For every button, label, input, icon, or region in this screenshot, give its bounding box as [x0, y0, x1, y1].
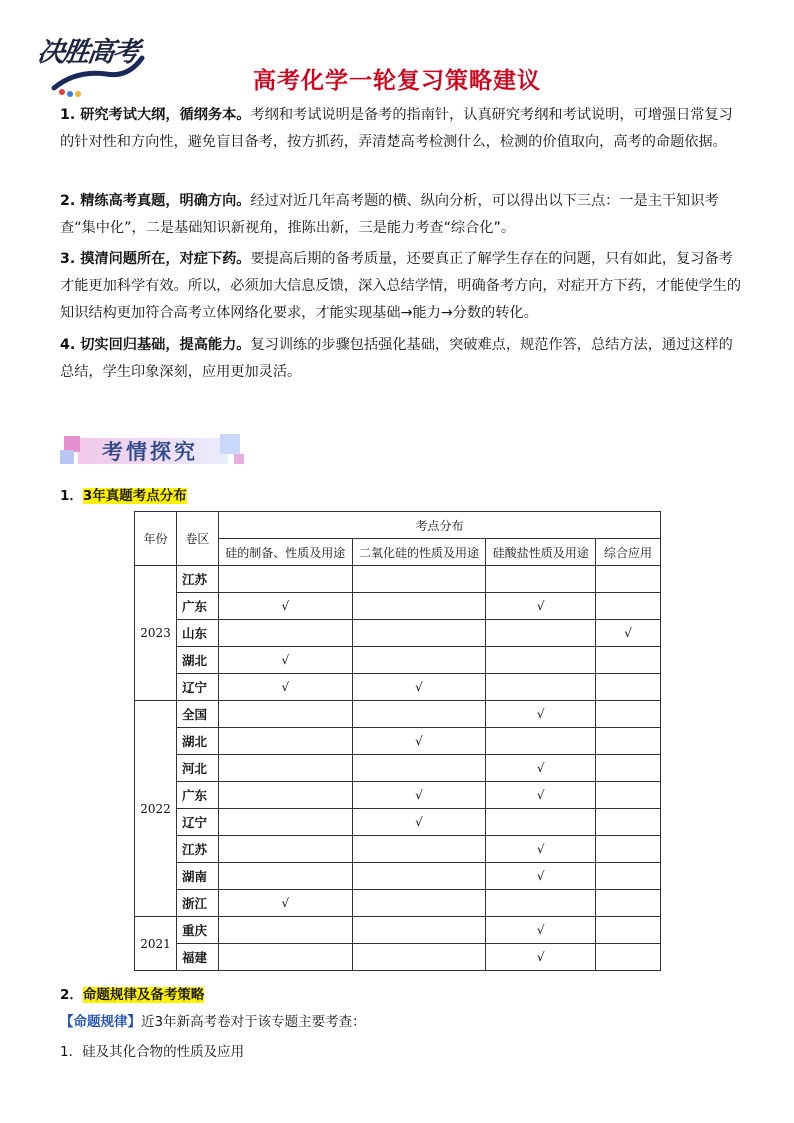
banner-square-icon: [220, 434, 240, 454]
mark-cell: √: [486, 863, 596, 890]
header-year: 年份: [135, 512, 177, 566]
year-cell: 2023: [135, 566, 177, 701]
mark-cell: [218, 755, 352, 782]
region-cell: 湖北: [176, 728, 218, 755]
paragraph-2-text: 经过对近几年高考题的横、纵向分析，可以得出以下三点：一是主干知识考查“集中化”，二是基础知识新视角，推陈出新，三是能力考查“综合化”。: [60, 193, 719, 236]
region-cell: 广东: [176, 593, 218, 620]
table-row: [135, 620, 661, 647]
header-region: 卷区: [176, 512, 218, 566]
region-cell: 福建: [176, 944, 218, 971]
rule-line: [60, 1010, 366, 1030]
region-cell: 浙江: [176, 890, 218, 917]
mark-cell: [596, 809, 661, 836]
paragraph-2-lead: 2. 精练高考真题，明确方向。: [60, 193, 251, 209]
mark-cell: [218, 863, 352, 890]
mark-cell: [596, 593, 661, 620]
mark-cell: [486, 890, 596, 917]
table-row: [135, 944, 661, 971]
mark-cell: √: [486, 917, 596, 944]
mark-cell: [596, 863, 661, 890]
mark-cell: [596, 782, 661, 809]
year-cell: 2021: [135, 917, 177, 971]
mark-cell: [352, 647, 486, 674]
region-cell: 江苏: [176, 566, 218, 593]
header-col-1: 硅的制备、性质及用途: [218, 539, 352, 566]
mark-cell: [596, 674, 661, 701]
paragraph-4-text: 复习训练的步骤包括强化基础，突破难点，规范作答，总结方法，通过这样的总结，学生印象深刻，应用更加灵活。: [60, 337, 733, 380]
banner-square-icon: [60, 450, 74, 464]
mark-cell: [486, 647, 596, 674]
region-cell: 湖南: [176, 863, 218, 890]
mark-cell: √: [486, 782, 596, 809]
mark-cell: √: [486, 944, 596, 971]
paragraph-1: [60, 102, 744, 156]
mark-cell: [596, 566, 661, 593]
section-banner: [60, 432, 246, 472]
mark-cell: √: [218, 593, 352, 620]
year-cell: 2022: [135, 701, 177, 917]
mark-cell: [352, 620, 486, 647]
header-col-2: 二氧化硅的性质及用途: [352, 539, 486, 566]
paragraph-1-lead: 1. 研究考试大纲，循纲务本。: [60, 107, 251, 123]
mark-cell: √: [486, 755, 596, 782]
region-cell: 辽宁: [176, 809, 218, 836]
table-row: [135, 701, 661, 728]
mark-cell: [596, 728, 661, 755]
banner-square-icon: [234, 454, 244, 464]
exam-distribution-table: [134, 511, 661, 971]
table-row: [135, 566, 661, 593]
section-1-heading: [60, 484, 187, 504]
table-row: [135, 863, 661, 890]
paragraph-2: [60, 188, 744, 242]
logo-text: 决胜高考: [35, 37, 140, 68]
mark-cell: [218, 809, 352, 836]
mark-cell: √: [486, 593, 596, 620]
mark-cell: √: [596, 620, 661, 647]
mark-cell: [486, 566, 596, 593]
mark-cell: [352, 836, 486, 863]
table-row: [135, 728, 661, 755]
mark-cell: [596, 836, 661, 863]
mark-cell: [596, 917, 661, 944]
mark-cell: [218, 917, 352, 944]
mark-cell: [486, 674, 596, 701]
mark-cell: [218, 728, 352, 755]
paragraph-1-text: 考纲和考试说明是备考的指南针，认真研究考纲和考试说明，可增强日常复习的针对性和方向性，避免盲目备考，按方抓药，弄清楚高考检测什么，检测的价值取向，高考的命题依据。: [60, 107, 733, 150]
rule-item-1: 1．硅及其化合物的性质及应用: [60, 1044, 245, 1060]
table-header-row: [135, 512, 661, 539]
mark-cell: [352, 944, 486, 971]
paragraph-4-lead: 4. 切实回归基础，提高能力。: [60, 337, 251, 353]
mark-cell: [596, 755, 661, 782]
mark-cell: [352, 917, 486, 944]
paragraph-3-text: 要提高后期的备考质量，还要真正了解学生存在的问题，只有如此，复习备考才能更加科学有效。所以，必须加大信息反馈，深入总结学情，明确备考方向，对症开方下药，才能使学生的知识结构更加符合高考立体网络化要求，才能实现基础→能力→分数的转化。: [60, 251, 742, 321]
region-cell: 重庆: [176, 917, 218, 944]
table-row: [135, 593, 661, 620]
header-col-4: 综合应用: [596, 539, 661, 566]
table-row: [135, 674, 661, 701]
rule-label: 【命题规律】: [60, 1014, 141, 1030]
region-cell: 广东: [176, 782, 218, 809]
section-1-label: 3年真题考点分布: [82, 488, 187, 504]
table-row: [135, 836, 661, 863]
region-cell: 辽宁: [176, 674, 218, 701]
mark-cell: [352, 593, 486, 620]
mark-cell: [218, 782, 352, 809]
mark-cell: √: [352, 809, 486, 836]
region-cell: 江苏: [176, 836, 218, 863]
mark-cell: √: [352, 782, 486, 809]
paragraph-3: [60, 246, 744, 327]
mark-cell: [486, 809, 596, 836]
mark-cell: [352, 863, 486, 890]
region-cell: 河北: [176, 755, 218, 782]
mark-cell: [596, 701, 661, 728]
mark-cell: √: [218, 890, 352, 917]
mark-cell: [486, 620, 596, 647]
mark-cell: [352, 890, 486, 917]
table-row: [135, 647, 661, 674]
region-cell: 山东: [176, 620, 218, 647]
header-group: 考点分布: [218, 512, 660, 539]
header-col-3: 硅酸盐性质及用途: [486, 539, 596, 566]
mark-cell: √: [486, 701, 596, 728]
banner-title: 考情探究: [102, 440, 198, 464]
table-row: [135, 917, 661, 944]
mark-cell: [352, 755, 486, 782]
paragraph-4: [60, 332, 744, 386]
mark-cell: √: [218, 674, 352, 701]
mark-cell: √: [352, 674, 486, 701]
section-1-num: 1．: [60, 488, 83, 504]
mark-cell: [486, 728, 596, 755]
mark-cell: √: [486, 836, 596, 863]
mark-cell: [218, 620, 352, 647]
region-cell: 全国: [176, 701, 218, 728]
section-2-num: 2．: [60, 987, 83, 1003]
mark-cell: [596, 944, 661, 971]
mark-cell: [218, 701, 352, 728]
rule-text: 近3年新高考卷对于该专题主要考查：: [141, 1014, 366, 1030]
mark-cell: [218, 836, 352, 863]
table-row: [135, 782, 661, 809]
mark-cell: [596, 890, 661, 917]
page-title: 高考化学一轮复习策略建议: [253, 68, 541, 94]
section-2-heading: [60, 983, 204, 1003]
table-row: [135, 809, 661, 836]
section-2-label: 命题规律及备考策略: [82, 987, 205, 1003]
mark-cell: √: [352, 728, 486, 755]
mark-cell: √: [218, 647, 352, 674]
table-row: [135, 890, 661, 917]
mark-cell: [352, 701, 486, 728]
mark-cell: [218, 566, 352, 593]
mark-cell: [218, 944, 352, 971]
region-cell: 湖北: [176, 647, 218, 674]
table-row: [135, 755, 661, 782]
mark-cell: [352, 566, 486, 593]
mark-cell: [596, 647, 661, 674]
paragraph-3-lead: 3. 摸清问题所在，对症下药。: [60, 251, 251, 267]
